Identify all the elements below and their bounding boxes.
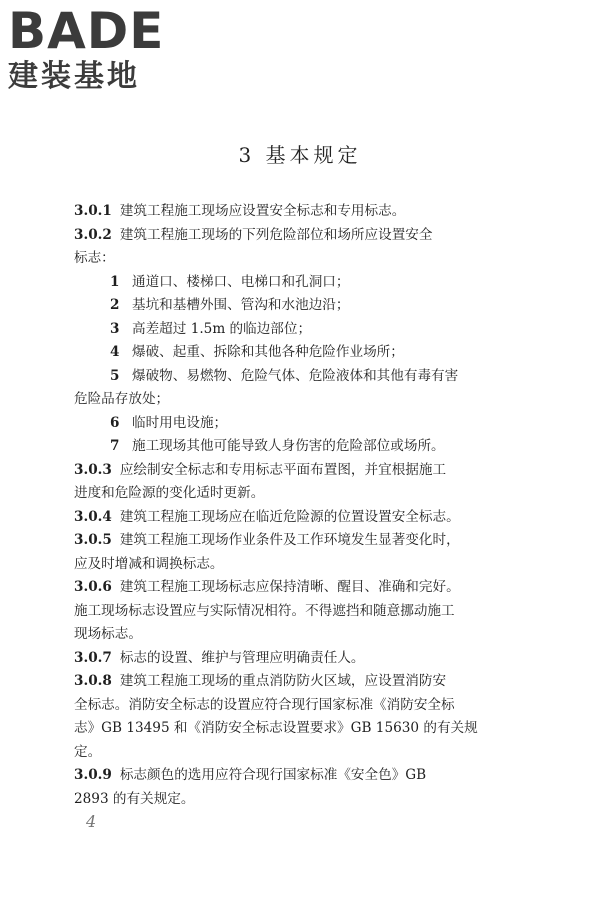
clause-3-0-3: 3.0.3 应绘制安全标志和专用标志平面布置图，并宜根据施工 [74, 461, 447, 478]
list-item: 3 高差超过 1.5m 的临边部位； [110, 320, 312, 337]
clause-3-0-8-cont: 全标志。消防安全标志的设置应符合现行国家标准《消防安全标 [74, 696, 455, 713]
list-item: 7 施工现场其他可能导致人身伤害的危险部位或场所。 [110, 438, 445, 454]
list-item: 5 爆破物、易燃物、危险气体、危险液体和其他有毒有害 [110, 367, 459, 384]
clause-3-0-8-cont2: 志》GB 13495 和《消防安全标志设置要求》GB 15630 的有关规定。 [74, 720, 478, 760]
logo-mark: BADE [8, 2, 165, 60]
clause-3-0-9-cont: 2893 的有关规定。 [74, 790, 195, 807]
clause-3-0-3-cont: 进度和危险源的变化适时更新。 [74, 485, 265, 501]
clause-3-0-7: 3.0.7 标志的设置、维护与管理应明确责任人。 [74, 649, 365, 666]
logo [8, 4, 178, 94]
chapter-title: 3 基本规定 [238, 143, 362, 167]
clause-3-0-2-cont: 标志： [74, 250, 115, 266]
document-body [74, 200, 504, 811]
clause-3-0-6-cont: 施工现场标志设置应与实际情况相符。不得遮挡和随意挪动施工 [74, 602, 455, 619]
clause-3-0-9: 3.0.9 标志颜色的选用应符合现行国家标准《安全色》GB [74, 767, 427, 783]
clause-3-0-6: 3.0.6 建筑工程施工现场标志应保持清晰、醒目、准确和完好。 [74, 579, 460, 595]
clause-3-0-6-cont2: 现场标志。 [74, 626, 142, 642]
list-item: 4 爆破、起重、拆除和其他各种危险作业场所； [110, 344, 404, 360]
clause-3-0-5: 3.0.5 建筑工程施工现场作业条件及工作环境发生显著变化时， [74, 532, 460, 548]
list-item: 6 临时用电设施； [110, 414, 228, 431]
clause-3-0-5-cont: 应及时增减和调换标志。 [74, 555, 224, 572]
page-number: 4 [86, 812, 97, 831]
list-item: 1 通道口、楼梯口、电梯口和孔洞口； [110, 273, 350, 290]
clause-3-0-1: 3.0.1 建筑工程施工现场应设置安全标志和专用标志。 [74, 203, 406, 219]
clause-3-0-4: 3.0.4 建筑工程施工现场应在临近危险源的位置设置安全标志。 [74, 508, 460, 525]
list-item-cont: 危险品存放处； [74, 391, 170, 407]
logo-subtitle: 建装基地 [8, 59, 140, 94]
list-item: 2 基坑和基槽外围、管沟和水池边沿； [110, 297, 350, 313]
clause-3-0-8: 3.0.8 建筑工程施工现场的重点消防防火区域，应设置消防安 [74, 673, 447, 689]
clause-3-0-2: 3.0.2 建筑工程施工现场的下列危险部位和场所应设置安全 [74, 226, 433, 243]
